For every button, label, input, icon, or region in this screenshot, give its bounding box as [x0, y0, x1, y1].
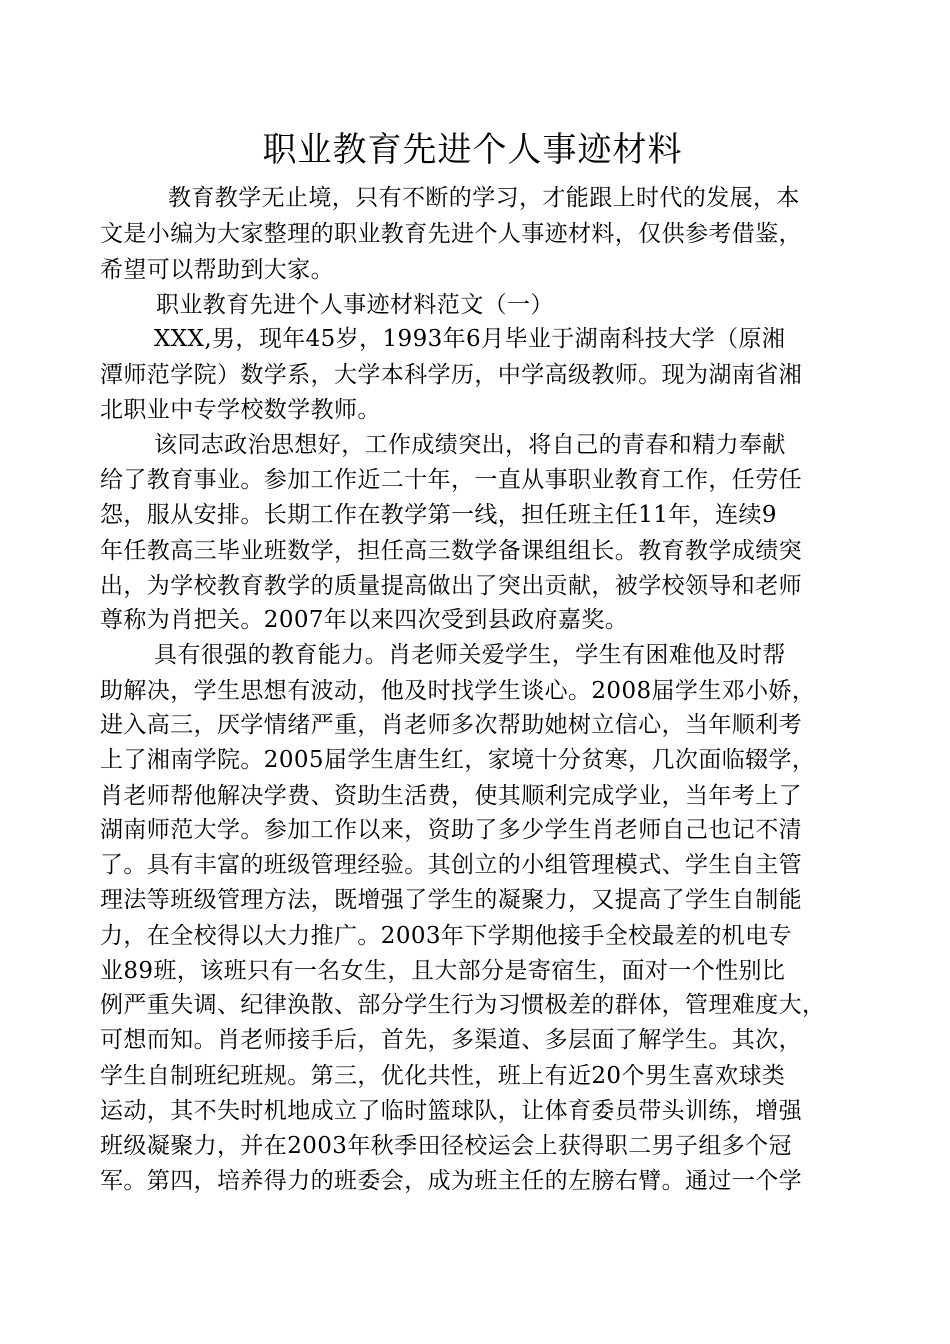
paragraph-line: 助解决，学生思想有波动，他及时找学生谈心。2008届学生邓小娇， — [100, 678, 816, 704]
paragraph-line: 北职业中专学校数学教师。 — [100, 397, 381, 423]
paragraph-line: 力，在全校得以大力推广。2003年下学期他接手全校最差的机电专 — [100, 923, 792, 949]
paragraph-line: 具有很强的教育能力。肖老师关爱学生，学生有困难他及时帮 — [154, 642, 786, 668]
paragraph-line: XXX,男，现年45岁，1993年6月毕业于湖南科技大学（原湘 — [154, 326, 786, 352]
paragraph-line: 教育教学无止境，只有不断的学习，才能跟上时代的发展，本 — [168, 185, 800, 211]
paragraph-line: 年任教高三毕业班数学，担任高三数学备课组组长。教育教学成绩突 — [100, 538, 802, 564]
paragraph-line: 该同志政治思想好，工作成绩突出，将自己的青春和精力奉献 — [154, 432, 786, 458]
paragraph-line: 上了湘南学院。2005届学生唐生红，家境十分贫寒，几次面临辍学， — [100, 747, 816, 773]
paragraph-line: 希望可以帮助到大家。 — [100, 257, 334, 283]
paragraph-line: 军。第四，培养得力的班委会，成为班主任的左膀右臂。通过一个学 — [100, 1168, 802, 1194]
paragraph-line: 潭师范学院）数学系，大学本科学历，中学高级教师。现为湖南省湘 — [100, 362, 802, 388]
paragraph-line: 给了教育事业。参加工作近二十年，一直从事职业教育工作，任劳任 — [100, 467, 802, 493]
paragraph-line: 例严重失调、纪律涣散、部分学生行为习惯极差的群体，管理难度大， — [100, 992, 826, 1018]
paragraph-line: 湖南师范大学。参加工作以来，资助了多少学生肖老师自己也记不清 — [100, 817, 802, 843]
paragraph-line: 文是小编为大家整理的职业教育先进个人事迹材料，仅供参考借鉴， — [100, 221, 802, 247]
paragraph-line: 运动，其不失时机地成立了临时篮球队，让体育委员带头训练，增强 — [100, 1098, 802, 1124]
paragraph-line: 尊称为肖把关。2007年以来四次受到县政府嘉奖。 — [100, 607, 629, 633]
paragraph-line: 可想而知。肖老师接手后，首先，多渠道、多层面了解学生。其次， — [100, 1027, 802, 1053]
paragraph-line: 理法等班级管理方法，既增强了学生的凝聚力，又提高了学生自制能 — [100, 887, 802, 913]
paragraph-line: 怨，服从安排。长期工作在教学第一线，担任班主任11年，连续9 — [100, 502, 777, 528]
section-heading: 职业教育先进个人事迹材料范文（一） — [156, 292, 554, 318]
paragraph-line: 了。具有丰富的班级管理经验。其创立的小组管理模式、学生自主管 — [100, 852, 802, 878]
paragraph-line: 业89班，该班只有一名女生，且大部分是寄宿生，面对一个性别比 — [100, 958, 786, 984]
document-title: 职业教育先进个人事迹材料 — [262, 130, 683, 170]
paragraph-line: 出，为学校教育教学的质量提高做出了突出贡献，被学校领导和老师 — [100, 573, 802, 599]
paragraph-line: 学生自制班纪班规。第三，优化共性，班上有近20个男生喜欢球类 — [100, 1063, 786, 1089]
paragraph-line: 进入高三，厌学情绪严重，肖老师多次帮助她树立信心，当年顺利考 — [100, 712, 802, 738]
paragraph-line: 班级凝聚力，并在2003年秋季田径校运会上获得职二男子组多个冠 — [100, 1133, 792, 1159]
paragraph-line: 肖老师帮他解决学费、资助生活费，使其顺利完成学业，当年考上了 — [100, 783, 802, 809]
